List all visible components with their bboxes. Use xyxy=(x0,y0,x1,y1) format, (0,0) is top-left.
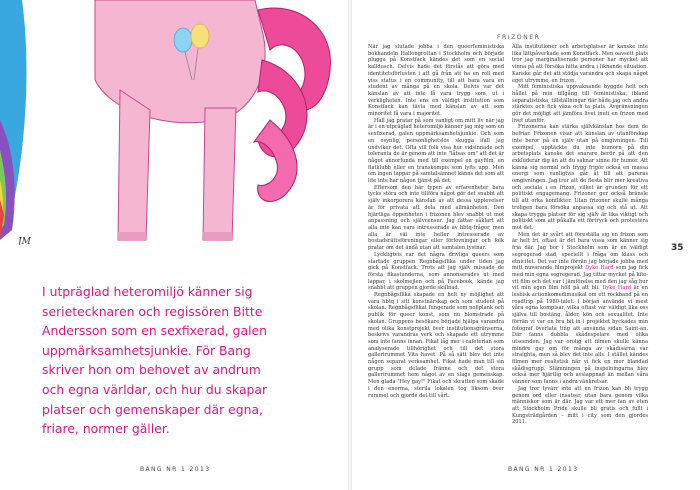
artist-signature: JM xyxy=(18,237,31,245)
pull-quote: I utpräglad heteromiljö känner sig serietecknaren och regissören Bitte Andersson som en sexfixerad, galen uppmärksamhetsjunkie. För Bang skriver hon om behovet av andrum och egna världar, och hur du skapar platser och gemenskaper där egna, friare, normer gäller. xyxy=(42,284,268,437)
footer-magazine-issue-left: BANG NR 1 2013 xyxy=(140,466,211,473)
paragraph: Mitt feministiska uppvaknande byggde helt och hållet på min tillgång till feministiska, ibland separatistiska, tillställningar där både jag och andra stärktes och fick växa och ta plats. Avgränsningen gör det möjligt att jämföra livet inuti en frizon med livet utanför. xyxy=(512,84,648,124)
paragraph: Jag tror tyvärr inte att en frizon kan bli trygg genom ord eller insatser, utan bara genom vilka människor som är där. Jag var ett mer fan av eten att Stockholm Pride skulle bli gratis och fullt i Kungsträdgården – mitt i city som den gjordes 2011. xyxy=(512,385,648,426)
body-column-2 xyxy=(512,44,648,426)
paragraph: Hall jag pratar på som vanligt om mitt liv när jag är i en utpräglad heteromiljö känner jag mig som en sexfixerad, galen uppmärksamhetsjunkie. Och som en osynlig, personlighetslös skugga ifall jag undviker det. Ofta vill folk visa hur vidsinnade och toleranta de är genom att inte "låtsas om" att det är något annorlunda med till exempel en gayfilm, en flatklubb eller en transkompis som lyfts upp. Men om ingen tappar på samtalsämnet känns det som att lite inte har någon tjänst på det. xyxy=(368,117,504,185)
page-gutter xyxy=(348,0,352,490)
paragraph: Eftersom den här typen av erfarenheter bara tycks störa och inte tillföra något gör det snabbt att själv inkorporera känslan av att dessa upplevelser är för privata att dela med allmänheten. Den hjärtliga öppenheten i frizonen blev snabbt ut mot anpassning och självcensur. Jag fattar såklart att alla inte kan vara intresserade av hbtq-frågor, men alla är väl inte heller intresserade av bostadsrättsföreningar eller förlovningar och folk pratar om det ändå utan att samtalen tystnar. xyxy=(368,184,504,252)
pony-illustration-icon xyxy=(0,0,340,245)
film-title-highlight: Dyke Hard xyxy=(602,285,632,292)
paragraph: Lyckligtvis var det några drivliga queers som startade gruppen Regnbågsflika under tiden jag gick på Konstfack. Trots att jag själv missade de första fikastunderna, som annonserades ut med lappar, i skolmejlen och på Facebook, kände jag snabbt att gruppen gjorde skillnad. xyxy=(368,251,504,292)
paragraph-text: är en lesbisk actionkomedimusikal om ett rockband på en roadtrip på 1980-talet. I början använde vi mest våra egna kompisar, vilka oftast var väldigt lika oss själva till bostäng, ålder, kön och sexualitet. Inte förrän vi var en bra bit in i projektet byckades min fotograf överlata ting att använda sidan Saint-an. Där fanns dubbla skådespelare med olika utseenden. Jag var orolig att filmen skulle känna mindre gay om för många av skådisarna var straighta, men så blev det inte alls. I stället kändes filmen mer realistisk när vi fick en mer blandad skådisgrupp. Stämningen på inspelningarna blev också mer hjärtlig och avslappnad än mellan våra vänner som fanns i andra vänkretsar. xyxy=(512,285,648,386)
paragraph-text: som jag fick med min egna segregerad. Jag tittar mycket på kite-vit film och det var i jämförelse med den jag såg hur vit min egen film höll på att bli. xyxy=(512,265,648,292)
paragraph-text: Men det är svårt att föreställa sig en frizon som är helt fri, oftast är det bara vissa som känner sig fria där. Jag bor i Stockholm som är en väldigt segregerad stad, speciellt i fråga om klass och etnicitet. Det var inte förrän jag började jobba med mitt nuvarande filmprojekt xyxy=(512,231,648,272)
pony-tail-icon xyxy=(254,8,330,201)
rainbow-mane-icon xyxy=(0,0,26,240)
paragraph: När jag slutade jobba i den queerfeministiska bokhandeln Hallongrottan i Stockholm och började plugga på Konstfack kändes det som en social kalldusch. Delvis hade det förstås att göra med identitetsförlusten i att gå från att ha en roll med viss status i en community, till att bara vara en student av många på en skola. Delvis var det känslan av att inte få vara trygg som, ut i verkligheten. Inte ens en väldigt institution som Konstfack kan tävla med känslan av att som minoritet få vara i majoritet. xyxy=(368,44,504,118)
film-title-highlight: Dyke Hard xyxy=(585,265,614,272)
paragraph: Frizonerna kan stärka självkänslan hos dem de befriar. Frizonen visar att känslan av utanförskap inte beror på en själv utan på omgivningen. Till exempel, upptäckte du inte humorn på din arbetsplats kanske det snarare berör på att den exkluderar dig än att du saknar sinne för humor. Att känna sig normal och trygg frigör också en massa energi som vanligtvis går åt till att pareras omgivningen. Jag tror att de flesta blir mer kreativa och sociala i en frizon, vilket är grunden för ett politiskt engagemang. Frizoner ger också bränsle till att orka konflikter. Utan frizoner skulle många troligen bara försöka anpassa sig och stå ut. Att skapa trygga platser för sig själv är lika viktigt och politiskt som att påkalla ett förtryck och protestera mot det. xyxy=(512,124,648,231)
footer-magazine-issue-right: BANG NR 1 2013 xyxy=(508,466,579,473)
body-column-1 xyxy=(368,44,504,399)
section-label: FRIZONER xyxy=(497,34,541,41)
paragraph: Alla institutioner och arbetsplatser är kanske inte lika lättpåverkade som Konstfack. Men oavsett plats tror jag marginaliserade personer har mycket att vinna på att försöka hitta andra i liknande situation. Kanske går det att stödja varandra och skapa något eget utrymme, en frizon. xyxy=(512,44,648,84)
paragraph xyxy=(512,232,648,386)
paragraph: Regnbågsflika skapade en helt ny möjlighet att vara hbtq i sitt konstnärskap och som student på skolan. Regnbågsflikat fungerade som nollplank och publik för queer konst, som nu blomstrade på skolan. Gruppens besökare började hjälpa varandra med olika konstprojekt över institutionsgränserna, beskrivs varandras verk och skapade ett utrymme som inte fanns innan. Fikat låg mer i cafeterian som analyserade tillhörighet och till det stora gallerirummet Vita havet. På så sätt blev det inte någon separat verksamhet. Fikat hade man till sin grupp som delade fränne och det stora gallerirummet hem något av en slags gemenskap. Men glada "Hey gay!" Fikat och skratten som skade i den enorma, sterila lokalen tog liksom över rummet och gjorde det till vårt. xyxy=(368,292,504,399)
page-number: 35 xyxy=(671,243,684,253)
